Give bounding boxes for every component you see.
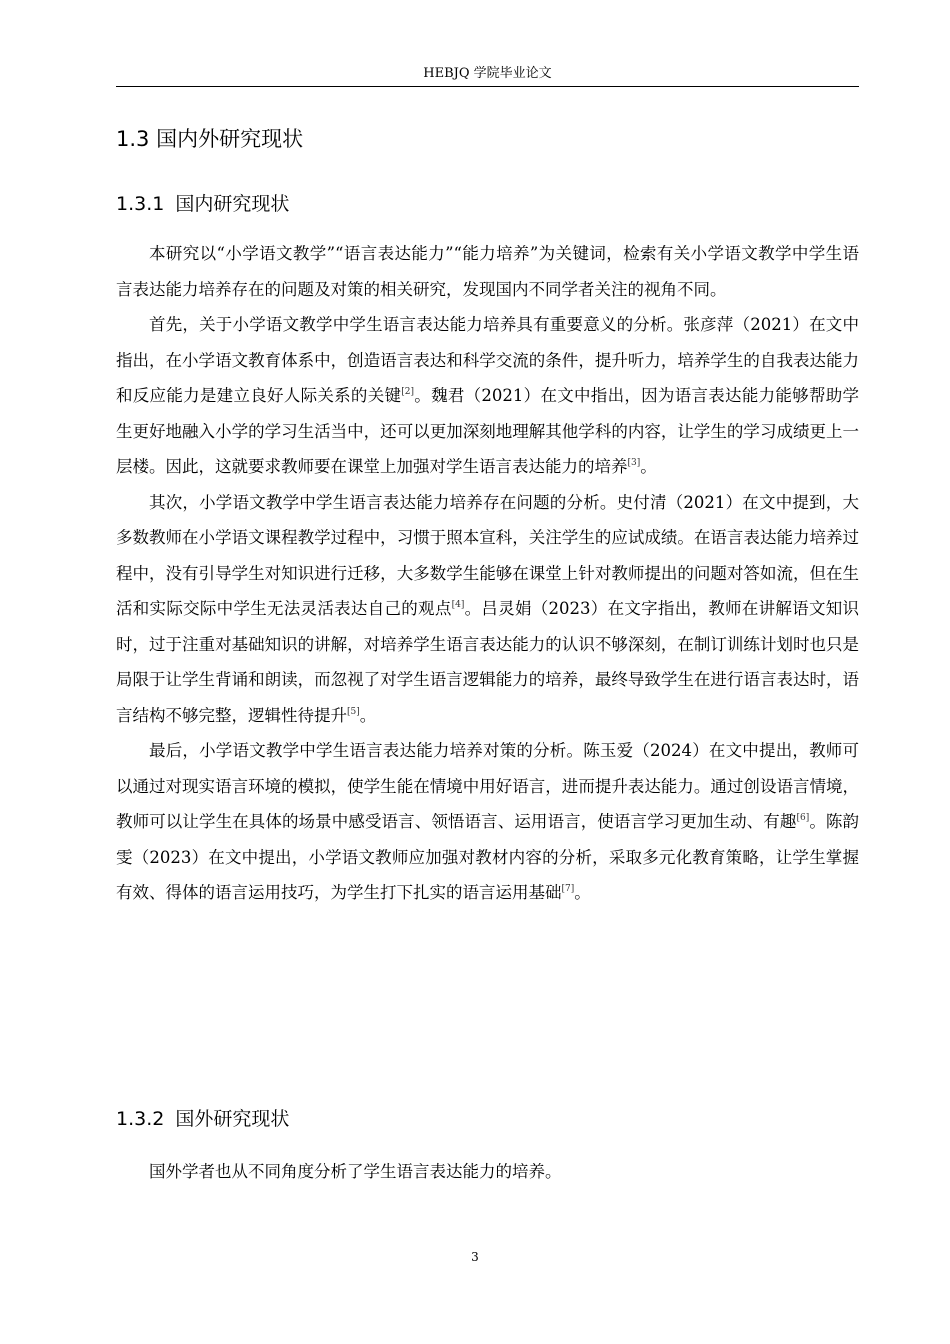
page-header: HEBJQ 学院毕业论文 (423, 66, 552, 81)
foreign-research-body (116, 1154, 859, 1190)
subsection-number: 1.3.1 (116, 193, 165, 215)
text-segment: 最后，小学语文教学中学生语言表达能力培养对策的分析。陈玉爱（2024）在文中提出，教师可以通过对现实语言环境的模拟，使学生能在情境中用好语言，进而提升表达能力。通过创设语言情境，教师可以让学生在具体的场景中感受语言、领悟语言、运用语言，使语言学习更加生动、有趣 (116, 741, 859, 831)
text-segment: 首先，关于小学语文教学中学生语言表达能力培养具有重要意义的分析。张彦萍（2021）在文中指出，在小学语文教育体系中，创造语言表达和科学交流的条件，提升听力，培养学生的自我表达能力和反应能力是建立良好人际关系的关键 (116, 315, 859, 405)
subsection-heading-domestic (116, 190, 289, 218)
citation-ref: [2] (401, 387, 415, 397)
text-segment: 其次，小学语文教学中学生语言表达能力培养存在问题的分析。史付清（2021）在文中提到，大多数教师在小学语文课程教学过程中，习惯于照本宣科，关注学生的应试成绩。在语言表达能力培养过程中，没有引导学生对知识进行迁移，大多数学生能够在课堂上针对教师提出的问题对答如流，但在生活和实际交际中学生无法灵活表达自己的观点 (116, 492, 859, 618)
paragraph-significance (116, 307, 859, 485)
paragraph-strategies (116, 733, 859, 911)
citation-ref: [3] (627, 458, 641, 468)
text-segment: 。魏君（2021）在文中指出，因为语言表达能力能够帮助学生更好地融入小学的学习生活当中，还可以更加深刻地理解其他学科的内容，让学生的学习成绩更上一层楼。因此，这就要求教师要在课堂上加强对学生语言表达能力的培养 (116, 386, 860, 476)
text-segment: 。 (359, 705, 377, 725)
citation-ref: [4] (451, 600, 465, 610)
citation-ref: [7] (561, 884, 575, 894)
text-segment: 。陈韵雯（2023）在文中提出，小学语文教师应加强对教材内容的分析，采取多元化教育策略，让学生掌握有效、得体的语言运用技巧，为学生打下扎实的语言运用基础 (116, 812, 860, 902)
header-rule (116, 86, 859, 87)
paragraph-intro: 本研究以“小学语文教学”“语言表达能力”“能力培养”为关键词，检索有关小学语文教学中学生语言表达能力培养存在的问题及对策的相关研究，发现国内不同学者关注的视角不同。 (116, 244, 859, 299)
citation-ref: [6] (796, 813, 810, 823)
subsection-heading-foreign (116, 1105, 289, 1133)
text-segment: 。 (574, 883, 591, 902)
page-number: 3 (471, 1250, 479, 1264)
subsection-title: 国内研究现状 (175, 193, 290, 215)
domestic-research-body (116, 236, 859, 911)
citation-ref: [5] (347, 706, 360, 717)
text-segment: 。吕灵娟（2023）在文字指出，教师在讲解语文知识时，过于注重对基础知识的讲解，对培养学生语言表达能力的认识不够深刻，在制订训练计划时也只是局限于让学生背诵和朗读，而忽视了对学生语言逻辑能力的培养，最终导致学生在进行语言表达时，语言结构不够完整，逻辑性待提升 (116, 599, 860, 725)
subsection-number: 1.3.2 (116, 1108, 165, 1130)
subsection-title: 国外研究现状 (175, 1108, 290, 1130)
paragraph-foreign-intro: 国外学者也从不同角度分析了学生语言表达能力的培养。 (149, 1162, 562, 1181)
paragraph-problems (116, 485, 859, 734)
text-segment: 。 (640, 457, 657, 476)
section-title: 1.3 国内外研究现状 (116, 127, 304, 151)
